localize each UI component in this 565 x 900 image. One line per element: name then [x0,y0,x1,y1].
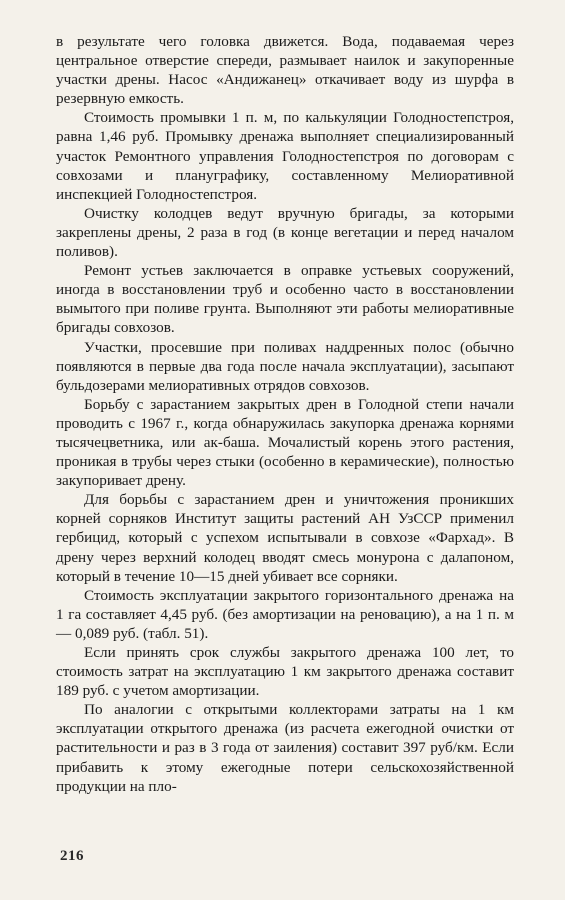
paragraph: По аналогии с открытыми коллекторами затраты на 1 км эксплуатации открытого дренажа (из расчета ежегодной очистки от растительности и раз в 3 года от заиления) составит 397 руб/км. Если прибавить к этому ежегодные потери сельскохозяйственной продукции на пло- [56,701,514,795]
paragraph: Стоимость промывки 1 п. м, по калькуляции Голодностепстроя, равна 1,46 руб. Промывку дренажа выполняет специализированный участок Ремонтного управления Голодностепстроя по договорам с совхозами и плануграфику, составленному Мелиоративной инспекцией Голодностепстроя. [56,109,514,203]
paragraph: Для борьбы с зарастанием дрен и уничтожения проникших корней сорняков Институт защиты растений АН УзССР применил гербицид, который с успехом испытывали в совхозе «Фархад». В дрену через верхний колодец вводят смесь монурона с далапоном, который в течение 10—15 дней убивает все сорняки. [56,491,514,585]
paragraph: Борьбу с зарастанием закрытых дрен в Голодной степи начали проводить с 1967 г., когда обнаружилась закупорка дренажа корнями тысячецветника, или ак-баша. Мочалистый корень этого растения, проникая в трубы через стыки (особенно в керамические), полностью закупоривает дрену. [56,395,514,490]
paragraph: Участки, просевшие при поливах наддренных полос (обычно появляются в первые два года после начала эксплуатации), засыпают бульдозерами мелиоративных отрядов совхозов. [56,338,514,394]
page-text-block [56,32,514,796]
paragraph: в результате чего головка движется. Вода, подаваемая через центральное отверстие спереди, размывает наилок и закупоренные участки дрены. Насос «Андижанец» откачивает воду из шурфа в резервную емкость. [56,33,514,108]
paragraph: Ремонт устьев заключается в оправке устьевых сооружений, иногда в восстановлении труб и особенно часто в восстановлении вымытого при поливе грунта. Выполняют эти работы мелиоративные бригады совхозов. [56,262,514,337]
paragraph: Очистку колодцев ведут вручную бригады, за которыми закреплены дрены, 2 раза в год (в конце вегетации и перед началом поливов). [56,204,514,261]
paragraph: Стоимость эксплуатации закрытого горизонтального дренажа на 1 га составляет 4,45 руб. (без амортизации на реновацию), а на 1 п. м — 0,089 руб. (табл. 51). [56,586,514,642]
paragraph: Если принять срок службы закрытого дренажа 100 лет, то стоимость затрат на эксплуатацию 1 км закрытого дренажа составит 189 руб. с учетом амортизации. [56,644,514,700]
page-number: 216 [60,848,84,864]
